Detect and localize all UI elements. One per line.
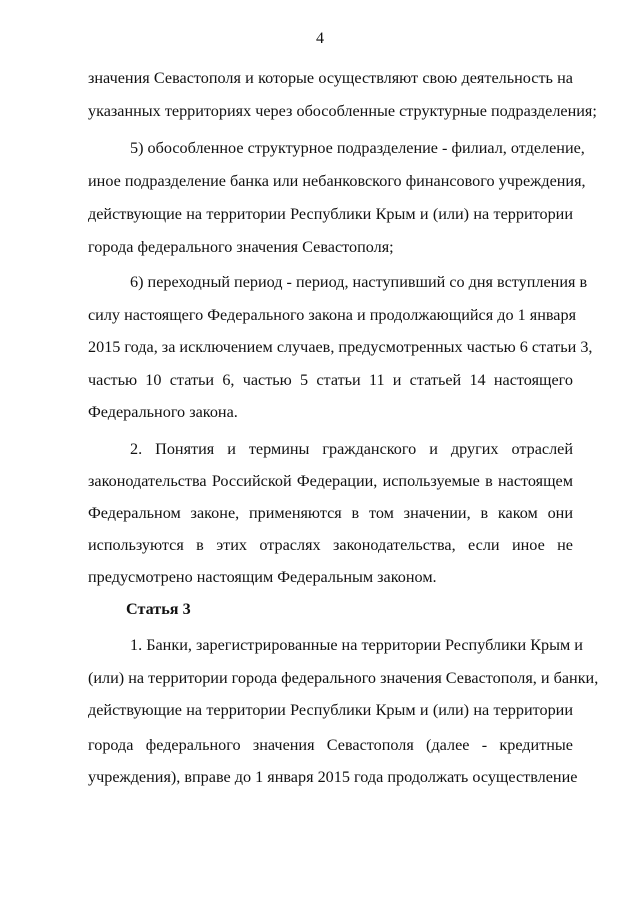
text-line: города федерального значения Севастополя; <box>88 238 394 256</box>
text-line: используются в этих отраслях законодательства, если иное не <box>88 536 573 554</box>
text-line: 2. Понятия и термины гражданского и других отраслей <box>130 440 573 458</box>
page-number: 4 <box>316 30 324 47</box>
text-line: значения Севастополя и которые осуществляют свою деятельность на <box>88 69 573 87</box>
text-line: действующие на территории Республики Крым и (или) на территории <box>88 701 573 719</box>
text-line: города федерального значения Севастополя (далее - кредитные <box>88 736 573 754</box>
text-line: 6) переходный период - период, наступивший со дня вступления в <box>130 273 588 291</box>
text-line: указанных территориях через обособленные структурные подразделения; <box>88 102 597 120</box>
text-line: предусмотрено настоящим Федеральным законом. <box>88 568 437 586</box>
text-line: законодательства Российской Федерации, используемые в настоящем <box>88 472 573 490</box>
text-line: учреждения), вправе до 1 января 2015 года продолжать осуществление <box>88 768 578 786</box>
text-line: силу настоящего Федерального закона и продолжающийся до 1 января <box>88 306 577 324</box>
text-line: иное подразделение банка или небанковского финансового учреждения, <box>88 172 586 190</box>
text-line: 5) обособленное структурное подразделение - филиал, отделение, <box>130 139 585 157</box>
text-line: Федеральном законе, применяются в том значении, в каком они <box>88 504 573 522</box>
text-line: 2015 года, за исключением случаев, предусмотренных частью 6 статьи 3, <box>88 338 593 356</box>
text-line: частью 10 статьи 6, частью 5 статьи 11 и статьей 14 настоящего <box>88 371 573 389</box>
text-line: Федерального закона. <box>88 403 238 421</box>
text-line: (или) на территории города федерального значения Севастополя, и банки, <box>88 669 599 687</box>
text-line: 1. Банки, зарегистрированные на территории Республики Крым и <box>130 636 583 654</box>
text-line: действующие на территории Республики Крым и (или) на территории <box>88 205 573 223</box>
section-heading: Статья 3 <box>126 600 191 618</box>
